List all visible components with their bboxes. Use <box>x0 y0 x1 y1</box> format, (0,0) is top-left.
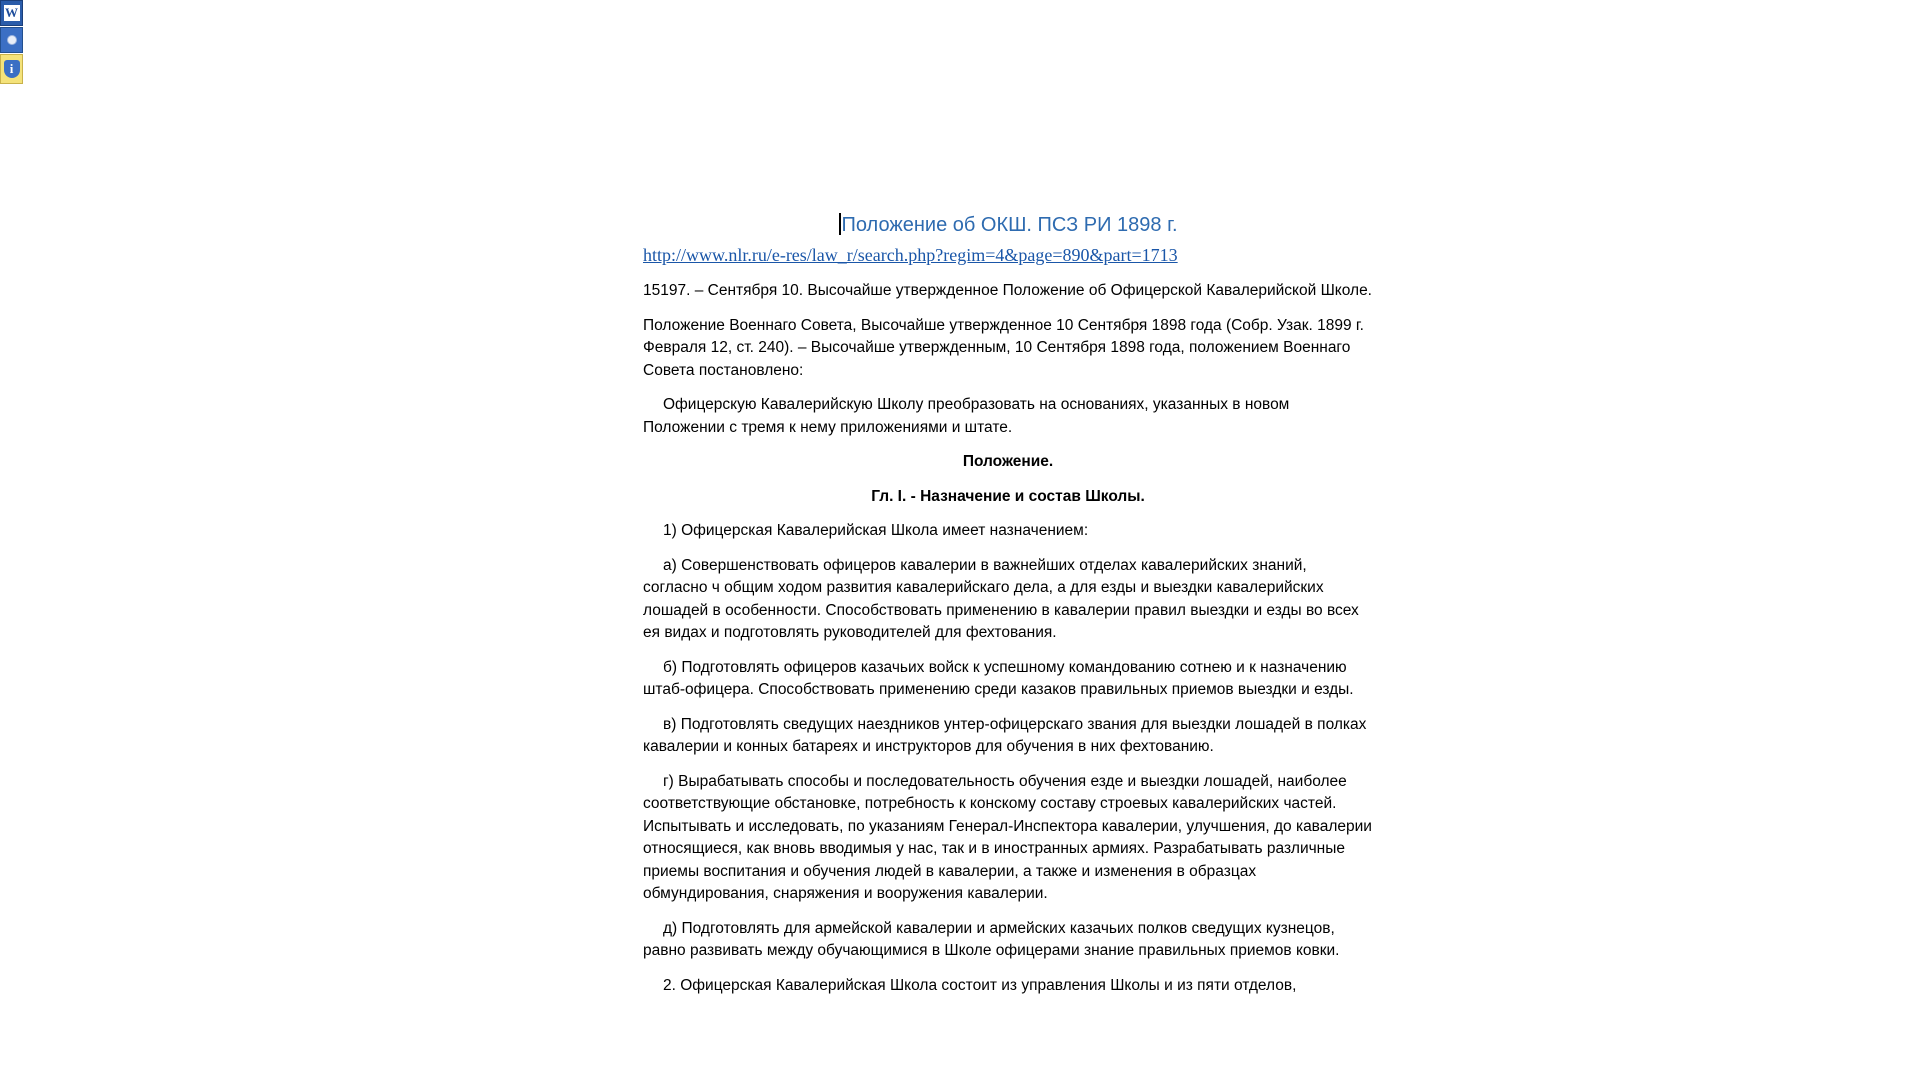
list-item: в) Подготовлять сведущих наездников унтер-офицерскаго звания для выездки лошадей в полках кавалерии и конных батареях и инструкторов для обучения в них фехтованию. <box>643 715 1367 755</box>
word-taskbar-button[interactable] <box>0 0 23 26</box>
document-title-line[interactable] <box>643 212 1373 238</box>
list-item: д) Подготовлять для армейской кавалерии и армейских казачьих полков сведущих кузнецов, равно развивать между обучающимися в Школе офицерами знание правильных приемов ковки. <box>643 919 1340 959</box>
list-item: г) Вырабатывать способы и последовательность обучения езде и выездки лошадей, наиболее соответствующие обстановке, потребность к конскому составу строевых кавалерийских частей. Испытывать и исследовать, по указаниям Генерал-Инспектора кавалерии, улучшения, до кавалерии относящиеся, как вновь вводимыя у нас, так и в иностранных армиях. Разрабатывать различные приемы воспитания и обучения людей в кавалерии, а также и изменения в образцах обмундирования, снаряжения и вооружения кавалерии. <box>643 772 1372 902</box>
text-cursor <box>839 213 841 235</box>
internet-explorer-taskbar-button[interactable] <box>0 27 23 53</box>
document-paragraph: Положение Военнаго Совета, Высочайше утвержденное 10 Сентября 1898 года (Собр. Узак. 1899 г. Февраля 12, ст. 240). – Высочайше утвержденным, 10 Сентября 1898 года, положением Военнаго Совета постановлено: <box>643 316 1364 379</box>
document-title: Положение об ОКШ. ПСЗ РИ 1898 г. <box>841 214 1178 236</box>
document-paragraph: 15197. – Сентября 10. Высочайше утвержденное Положение об Офицерской Кавалерийской Школе. <box>643 282 1372 299</box>
document-paragraph: Офицерскую Кавалерийскую Школу преобразовать на основаниях, указанных в новом Положении с тремя к нему приложениями и штате. <box>643 396 1290 436</box>
list-item: 1) Офицерская Кавалерийская Школа имеет назначением: <box>663 522 1089 539</box>
taskbar-strip <box>0 0 24 85</box>
info-shield-icon: i <box>4 60 20 78</box>
chapter-heading: Гл. I. - Назначение и состав Школы. <box>871 487 1145 505</box>
list-item: б) Подготовлять офицеров казачьих войск к успешному командованию сотнею и к назначению штаб-офицера. Способствовать применению среди казаков правильных приемов выездки и езды. <box>643 658 1354 698</box>
list-item: 2. Офицерская Кавалерийская Школа состоит из управления Школы и из пяти отделов, <box>663 976 1297 994</box>
word-icon: W <box>5 5 18 20</box>
list-item: а) Совершенствовать офицеров кавалерии в важнейших отделах кавалерийских знаний, согласно ч общим ходом развития кавалерийскаго дела, а для езды и выездки кавалерийских лошадей в особенности. Способствовать применению в кавалерии правил выездки и езды во всех ея видах и подготовлять руководителей для фехтования. <box>643 556 1359 641</box>
document-page[interactable] <box>643 212 1373 1009</box>
section-heading: Положение. <box>962 453 1054 470</box>
internet-explorer-icon <box>7 35 17 45</box>
info-taskbar-button[interactable] <box>0 54 23 84</box>
source-hyperlink[interactable]: http://www.nlr.ru/e-res/law_r/search.php?regim=4&page=890&part=1713 <box>643 245 1178 265</box>
